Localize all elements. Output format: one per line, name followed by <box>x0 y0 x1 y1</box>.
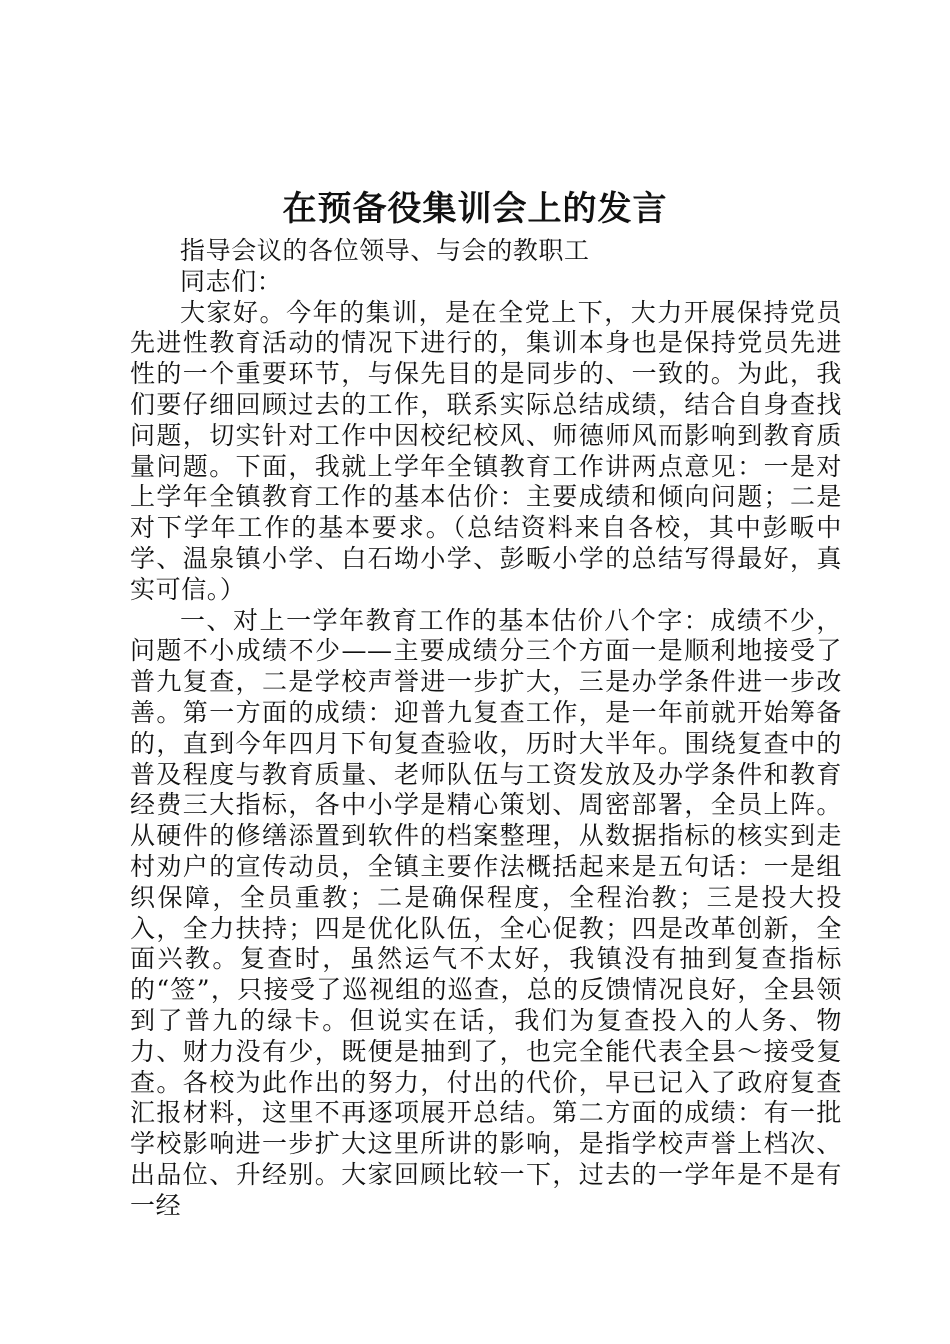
document-body <box>130 236 842 1222</box>
salutation-line: 指导会议的各位领导、与会的教职工 <box>180 236 590 265</box>
document-title: 在预备役集训会上的发言 <box>282 189 668 229</box>
body-paragraph: 一、对上一学年教育工作的基本估价八个字：成绩不少，问题不小成绩不少——主要成绩分三个方面一是顺利地接受了普九复查，二是学校声誉进一步扩大，三是办学条件进一步改善。第一方面的成绩：迎普九复查工作，是一年前就开始筹备的，直到今年四月下旬复查验收，历时大半年。围绕复查中的普及程度与教育质量、老师队伍与工资发放及办学条件和教育经费三大指标，各中小学是精心策划、周密部署，全员上阵。从硬件的修缮添置到软件的档案整理，从数据指标的核实到走村劝户的宣传动员，全镇主要作法概括起来是五句话：一是组织保障，全员重教；二是确保程度，全程治教；三是投大投入，全力扶持；四是优化队伍，全心促教；四是改革创新，全面兴教。复查时，虽然运气不太好，我镇没有抽到复查指标的“签”，只接受了巡视组的巡查，总的反馈情况良好，全县领到了普九的绿卡。但说实在话，我们为复查投入的人务、物力、财力没有少，既便是抽到了，也完全能代表全县～接受复查。各校为此作出的努力，付出的代价，早已记入了政府复查汇报材料，这里不再逐项展开总结。第二方面的成绩：有一批学校影响进一步扩大这里所讲的影响，是指学校声誉上档次、出品位、升经别。大家回顾比较一下，过去的一学年是不是有一经 <box>130 605 842 1220</box>
salutation-line: 同志们： <box>180 266 283 296</box>
body-paragraph: 大家好。今年的集训，是在全党上下，大力开展保持党员先进性教育活动的情况下进行的，集训本身也是保持党员先进性的一个重要环节，与保先目的是同步的、一致的。为此，我们要仔细回顾过去的工作，联系实际总结成绩，结合自身查找问题，切实针对工作中因校纪校风、师德师风而影响到教育质量问题。下面，我就上学年全镇教育工作讲两点意见：一是对上学年全镇教育工作的基本估价：主要成绩和倾向问题；二是对下学年工作的基本要求。（总结资料来自各校，其中彭畈中学、温泉镇小学、白石坳小学、彭畈小学的总结写得最好，真实可信。） <box>130 297 842 604</box>
